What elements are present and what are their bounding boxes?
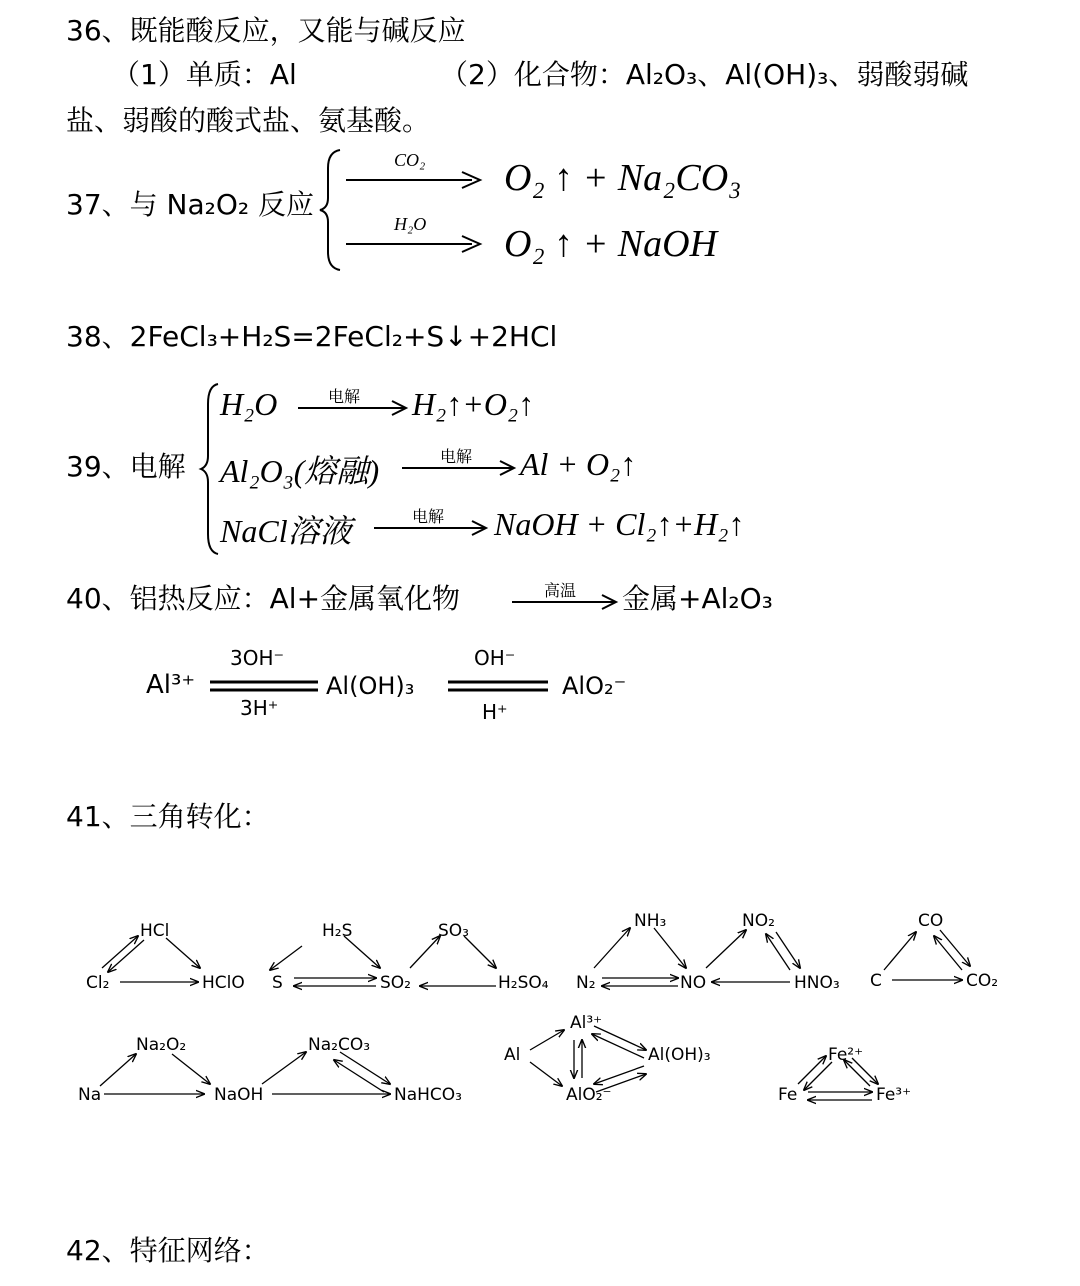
mol-cl2: Cl₂ <box>86 973 110 993</box>
mol-no2: NO₂ <box>742 911 775 931</box>
s40-alo2: AlO₂⁻ <box>562 672 627 700</box>
s39-brace <box>198 382 222 556</box>
s40-eq-arrow-1 <box>206 676 324 696</box>
s39-r3-left: NaCl溶液 <box>220 513 352 549</box>
mol-so3: SO₃ <box>438 921 469 941</box>
s39-r1-arrow <box>296 398 412 418</box>
mol-n2: N₂ <box>576 973 596 993</box>
s40-oh: OH⁻ <box>474 646 516 670</box>
mol-fe: Fe <box>778 1085 798 1105</box>
s39-r2-cond: 电解 <box>440 447 473 466</box>
s37-r1-cond: CO₂ <box>394 150 426 170</box>
mol-h2so4: H₂SO₄ <box>498 973 549 993</box>
s39-r3-arrow <box>372 518 492 538</box>
s36-part1: （1）单质：Al <box>112 58 297 91</box>
s40-eq-arrow-2 <box>444 676 554 696</box>
s37-r2-cond: H₂O <box>394 214 427 234</box>
s42-title: 42、特征网络： <box>66 1234 270 1267</box>
mol-h2s: H₂S <box>322 921 353 941</box>
mol-hno3: HNO₃ <box>794 973 840 993</box>
mol-naoh: NaOH <box>214 1085 264 1105</box>
mol-aloh3: Al(OH)₃ <box>648 1045 711 1065</box>
mol-alo2: AlO₂⁻ <box>566 1085 612 1105</box>
s40-aloh3: Al(OH)₃ <box>326 672 415 700</box>
mol-c: C <box>870 971 882 991</box>
s40-label: 40、铝热反应：Al+金属氧化物 <box>66 582 461 615</box>
s40-product: 金属+Al₂O₃ <box>622 582 773 615</box>
s40-h3: 3H⁺ <box>240 696 279 720</box>
s39-r1-right: H₂↑+O₂↑ <box>412 386 535 422</box>
s39-r2-arrow <box>400 458 520 478</box>
mol-co: CO <box>918 911 944 931</box>
mol-fe2: Fe²⁺ <box>828 1045 864 1065</box>
s36-part2: （2）化合物：Al₂O₃、Al(OH)₃、弱酸弱碱 <box>440 58 969 91</box>
mol-na: Na <box>78 1085 102 1105</box>
mol-al: Al <box>504 1045 521 1065</box>
s40-oh3: 3OH⁻ <box>230 646 285 670</box>
s38-equation: 38、2FeCl₃+H₂S=2FeCl₂+S↓+2HCl <box>66 320 558 353</box>
s39-r2-left: Al₂O₃(熔融) <box>220 453 380 489</box>
s36-title: 36、既能酸反应，又能与碱反应 <box>66 14 466 47</box>
s39-r1-cond: 电解 <box>328 387 361 406</box>
s37-r1-product: O₂ ↑ + Na₂CO₃ <box>504 157 742 199</box>
mol-no: NO <box>680 973 707 993</box>
s40-h: H⁺ <box>482 700 508 724</box>
mol-nh3: NH₃ <box>634 911 667 931</box>
mol-so2: SO₂ <box>380 973 411 993</box>
mol-nahco3: NaHCO₃ <box>394 1085 462 1105</box>
mol-hcl: HCl <box>140 921 170 941</box>
mol-s: S <box>272 973 283 993</box>
s40-al3: Al³⁺ <box>146 670 196 700</box>
mol-na2o2: Na₂O₂ <box>136 1035 187 1055</box>
s39-r3-right: NaOH + Cl₂↑+H₂↑ <box>494 506 745 542</box>
s40-arrow <box>510 592 622 612</box>
s39-r3-cond: 电解 <box>412 507 445 526</box>
s37-label: 37、与 Na₂O₂ 反应 <box>66 188 315 221</box>
s40-cond: 高温 <box>544 581 577 600</box>
triangle-diagrams <box>0 880 1080 1130</box>
mol-co2: CO₂ <box>966 971 999 991</box>
mol-al3: Al³⁺ <box>570 1013 603 1033</box>
mol-hclo: HClO <box>202 973 245 993</box>
s37-brace <box>316 148 346 272</box>
s39-label: 39、电解 <box>66 450 186 483</box>
s36-line3: 盐、弱酸的酸式盐、氨基酸。 <box>66 104 431 137</box>
s39-r1-left: H₂O <box>220 386 278 422</box>
s39-r2-right: Al + O₂↑ <box>520 446 637 482</box>
mol-fe3: Fe³⁺ <box>876 1085 912 1105</box>
s37-r2-product: O₂ ↑ + NaOH <box>504 223 718 265</box>
s41-title: 41、三角转化： <box>66 800 270 833</box>
mol-na2co3: Na₂CO₃ <box>308 1035 371 1055</box>
